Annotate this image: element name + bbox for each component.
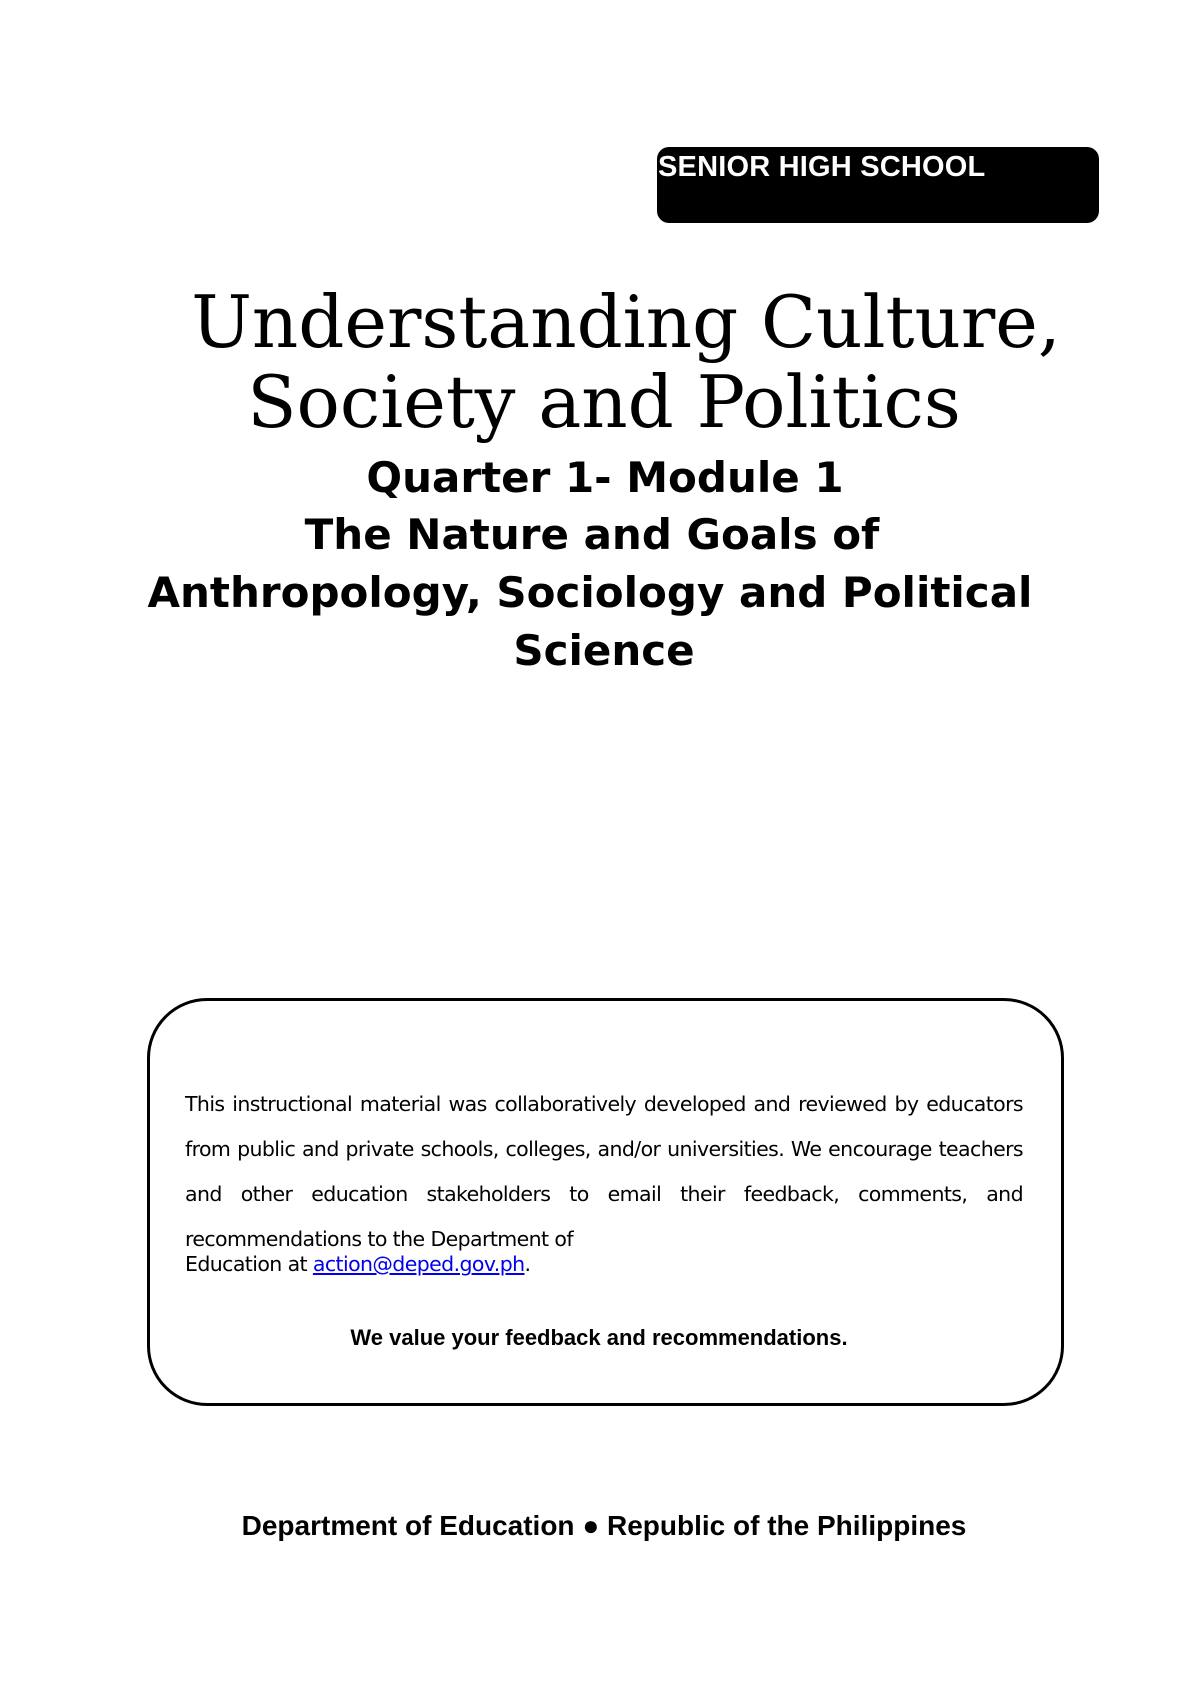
feedback-statement: We value your feedback and recommendations. bbox=[350, 1325, 848, 1350]
notice-line-2: from public and private schools, colleges, and/or universities. We encourage bbox=[185, 1137, 932, 1161]
notice-line-1: This instructional material was collaboratively developed and reviewed by educators bbox=[185, 1092, 1023, 1116]
module-title bbox=[0, 506, 1200, 680]
notice-line-5-suffix: . bbox=[524, 1252, 531, 1276]
module-title-line-1: The Nature and Goals of bbox=[304, 510, 880, 559]
notice-line-5-prefix: Education at bbox=[185, 1252, 313, 1276]
document-title bbox=[0, 282, 1200, 442]
senior-high-school-badge bbox=[657, 147, 1099, 223]
title-line-1: Understanding Culture, bbox=[191, 280, 1061, 364]
notice-line-3: teachers and other education stakeholders to email their feedback, comments, and bbox=[185, 1137, 1024, 1206]
notice-contact-line bbox=[185, 1249, 530, 1279]
notice-paragraph bbox=[185, 1082, 1023, 1262]
badge-label: SENIOR HIGH SCHOOL bbox=[658, 151, 986, 183]
quarter-module-label: Quarter 1- Module 1 bbox=[366, 453, 844, 502]
module-title-line-2: Anthropology, Sociology and Political bbox=[147, 568, 1033, 617]
title-line-2: Society and Politics bbox=[247, 360, 961, 444]
notice-line-4: recommendations to the Department of bbox=[185, 1227, 573, 1251]
footer-department: Department of Education ● Republic of the Philippines bbox=[241, 1510, 967, 1541]
module-title-line-3: Science bbox=[513, 626, 695, 675]
email-link[interactable]: action@deped.gov.ph bbox=[312, 1252, 525, 1276]
